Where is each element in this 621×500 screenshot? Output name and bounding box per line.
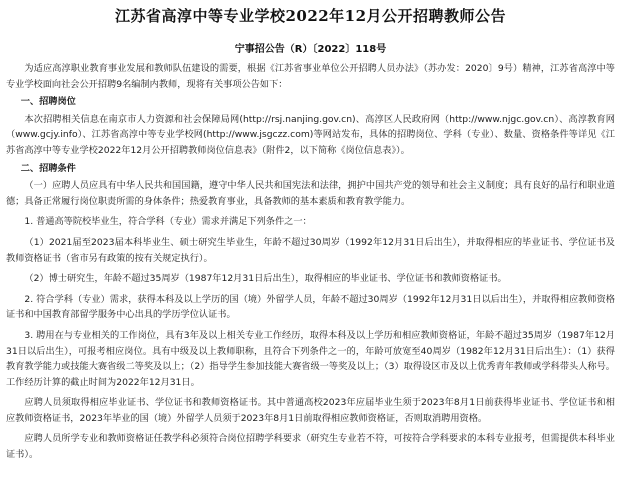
- graduate-condition-subitem-2: （2）博士研究生，年龄不超过35周岁（1987年12月31日后出生），取得相应的毕业证书、学位证书和教师资格证书。: [24, 273, 507, 285]
- graduate-condition-item: 1. 普通高等院校毕业生，符合学科（专业）需求并满足下列条件之一：: [24, 216, 312, 228]
- overseas-condition-item: 2. 符合学科（专业）需求，获得本科及以上学历的国（境）外留学人员，年龄不超过30周岁（1992年12月31日以后出生），并取得相应教师资格证书和中国教育部留学服务中心出具的学历学位认证书。: [6, 293, 615, 321]
- certificate-requirement-paragraph: 应聘人员须取得相应毕业证书、学位证书和教师资格证书。其中普通高校2023年应届毕业生须于2023年8月1日前获得毕业证书、学位证书和相应教师资格证书，2023年毕业的国（境）外留学人员须于2023年8月1日前取得相应教师资格证，否则取消聘用资格。: [6, 397, 615, 424]
- general-conditions-paragraph: （一）应聘人员应具有中华人民共和国国籍，遵守中华人民共和国宪法和法律，拥护中国共产党的领导和社会主义制度；具有良好的品行和职业道德；具备正常履行岗位职责所需的身体条件；热爱教育事业，具备教师的基本素质和教育教学能力。: [6, 180, 615, 207]
- document-number: 宁事招公告（R）〔2022〕118号: [234, 44, 387, 55]
- section-heading-positions: 一、招聘岗位: [20, 96, 76, 108]
- positions-paragraph: 本次招聘相关信息在南京市人力资源和社会保障局网(http://rsj.nanjing.gov.cn)、高淳区人民政府网（http://www.njgc.gov.cn）、高淳教育网（www.gcjy.info）、江苏省高淳中等专业学校网(http://www.jsgczz.com)等网站发布，具体的招聘岗位、学科（专业）、数量、资格条件等详见《江苏省高淳中等专业学校2022年12月公开招聘教师岗位信息表》（附件2，以下简称《岗位信息表》）。: [6, 113, 615, 156]
- major-requirement-paragraph: 应聘人员所学专业和教师资格证任教学科必须符合岗位招聘学科要求（研究生专业若不符，可按符合学科要求的本科专业报考，但需提供本科毕业证书）。: [6, 433, 615, 461]
- experience-condition-item: 3. 聘用在与专业相关的工作岗位，具有3年及以上相关专业工作经历，取得本科及以上学历和相应教师资格证，年龄不超过35周岁（1987年12月31日以后出生），可报考相应岗位。具有中级及以上教师职称，且符合下列条件之一的，年龄可放宽至40周岁（1982年12月31日后出生）：（1）获得教育教学能力或技能大赛省级二等奖及以上；（2）指导学生参加技能大赛省级一等奖及以上；（3）取得设区市及以上优秀青年教师或学科带头人称号。工作经历计算的截止时间为2022年12月31日。: [6, 329, 615, 388]
- intro-paragraph: 为适应高淳职业教育事业发展和教师队伍建设的需要，根据《江苏省事业单位公开招聘人员办法》（苏办发：2020〕9号）精神，江苏省高淳中等专业学校面向社会公开招聘9名编制内教师，现将有关事项公告如下：: [6, 63, 615, 90]
- page-title: 江苏省高淳中等专业学校2022年12月公开招聘教师公告: [114, 7, 507, 25]
- graduate-condition-subitem-1: （1）2021届至2023届本科毕业生、硕士研究生毕业生，年龄不超过30周岁（1992年12月31日后出生），并取得相应的毕业证书、学位证书及教师资格证书（省市另有政策的按有关规定执行）。: [6, 236, 615, 264]
- section-heading-conditions: 二、招聘条件: [20, 162, 76, 174]
